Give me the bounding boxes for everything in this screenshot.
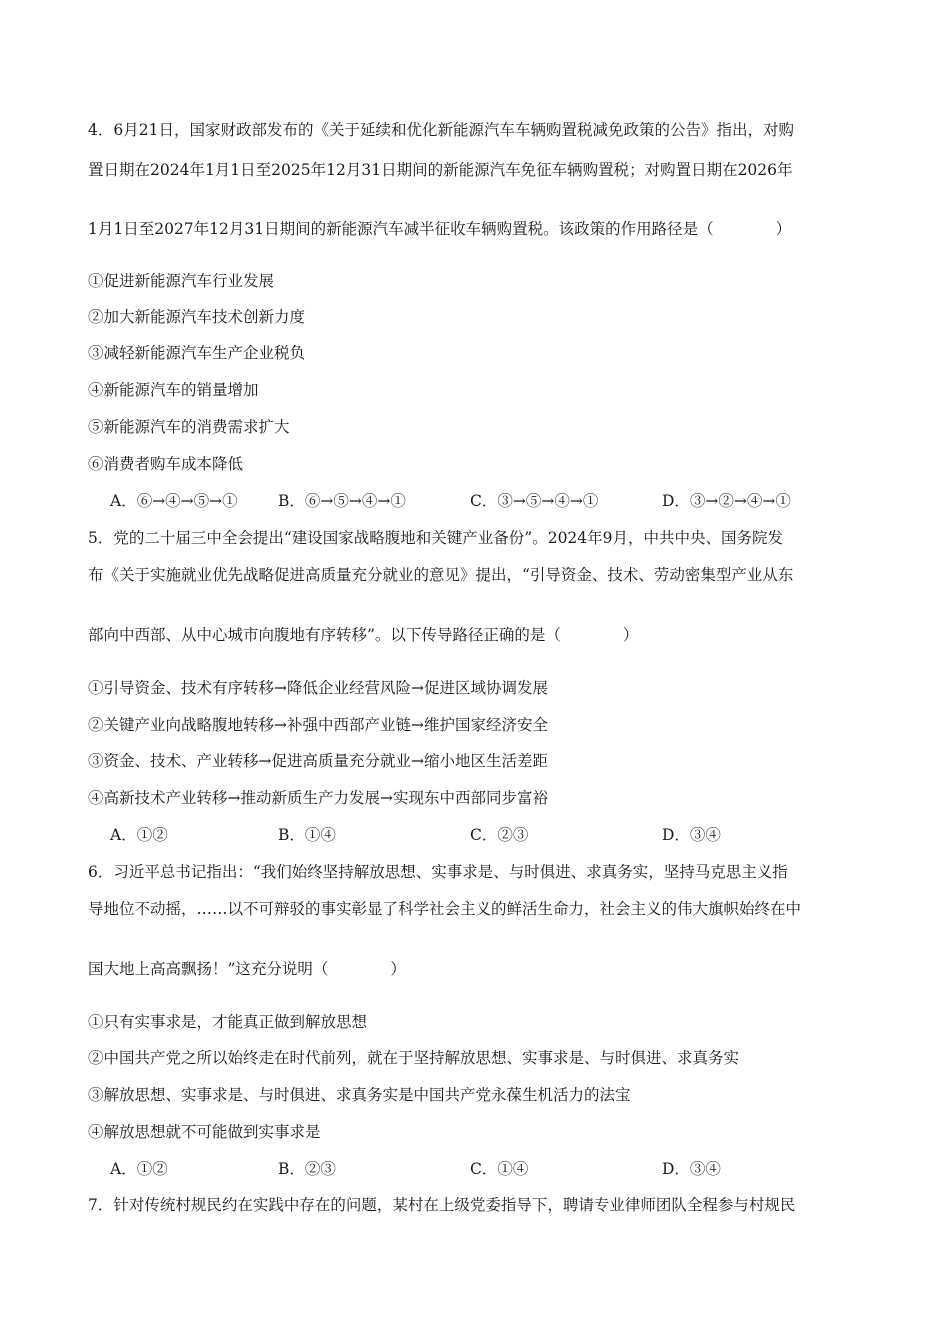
q5-item-1: ①引导资金、技术有序转移→降低企业经营风险→促进区域协调发展 [88,679,548,697]
q5-stem-line-2: 布《关于实施就业优先战略促进高质量充分就业的意见》提出，“引导资金、技术、劳动密集型产业从东 [88,566,794,584]
q4-stem-line-1: 4．6月21日，国家财政部发布的《关于延续和优化新能源汽车车辆购置税减免政策的公告》指出，对购 [88,121,794,139]
q6-item-1: ①只有实事求是，才能真正做到解放思想 [88,1013,368,1031]
q6-option-a[interactable]: A．①② [110,1160,168,1178]
q4-option-b[interactable]: B．⑥→⑤→④→① [278,492,406,510]
q4-item-5: ⑤新能源汽车的消费需求扩大 [88,418,290,436]
q6-item-3: ③解放思想、实事求是、与时俱进、求真务实是中国共产党永葆生机活力的法宝 [88,1086,631,1104]
q6-stem-line-1: 6．习近平总书记指出：“我们始终坚持解放思想、实事求是、与时俱进、求真务实，坚持马克思主义指 [88,863,788,881]
q5-option-c[interactable]: C．②③ [470,826,529,844]
q6-option-b[interactable]: B．②③ [278,1160,336,1178]
q6-stem-line-2: 导地位不动摇，……以不可辩驳的事实彰显了科学社会主义的鲜活生命力，社会主义的伟大旗帜始终在中 [88,900,802,918]
q4-stem-line-3: 1月1日至2027年12月31日期间的新能源汽车减半征收车辆购置税。该政策的作用路径是（ ） [88,220,792,238]
q5-item-2: ②关键产业向战略腹地转移→补强中西部产业链→维护国家经济安全 [88,716,548,734]
q6-item-2: ②中国共产党之所以始终走在时代前列，就在于坚持解放思想、实事求是、与时俱进、求真务实 [88,1049,740,1067]
q5-stem-line-1: 5．党的二十届三中全会提出“建设国家战略腹地和关键产业备份”。2024年9月，中共中央、国务院发 [88,529,784,547]
q6-option-d[interactable]: D．③④ [662,1160,721,1178]
q4-item-1: ①促进新能源汽车行业发展 [88,272,275,290]
q4-option-d[interactable]: D．③→②→④→① [662,492,791,510]
q5-item-4: ④高新技术产业转移→推动新质生产力发展→实现东中西部同步富裕 [88,789,548,807]
q5-stem-line-3: 部向中西部、从中心城市向腹地有序转移”。以下传导路径正确的是（ ） [88,626,639,644]
q4-item-4: ④新能源汽车的销量增加 [88,381,259,399]
q6-option-c[interactable]: C．①④ [470,1160,529,1178]
q7-stem-line-1: 7．针对传统村规民约在实践中存在的问题，某村在上级党委指导下，聘请专业律师团队全程参与村规民 [88,1196,796,1214]
q5-option-b[interactable]: B．①④ [278,826,336,844]
q5-item-3: ③资金、技术、产业转移→促进高质量充分就业→缩小地区生活差距 [88,752,548,770]
q4-option-a[interactable]: A．⑥→④→⑤→① [110,492,238,510]
q5-option-a[interactable]: A．①② [110,826,168,844]
q6-stem-line-3: 国大地上高高飘扬！”这充分说明（ ） [88,960,406,978]
q4-item-3: ③减轻新能源汽车生产企业税负 [88,344,306,362]
q4-item-6: ⑥消费者购车成本降低 [88,455,244,473]
q4-stem-line-2: 置日期在2024年1月1日至2025年12月31日期间的新能源汽车免征车辆购置税；对购置日期在2026年 [88,161,793,179]
q6-item-4: ④解放思想就不可能做到实事求是 [88,1123,321,1141]
q5-option-d[interactable]: D．③④ [662,826,721,844]
q4-option-c[interactable]: C．③→⑤→④→① [470,492,599,510]
q4-item-2: ②加大新能源汽车技术创新力度 [88,308,306,326]
